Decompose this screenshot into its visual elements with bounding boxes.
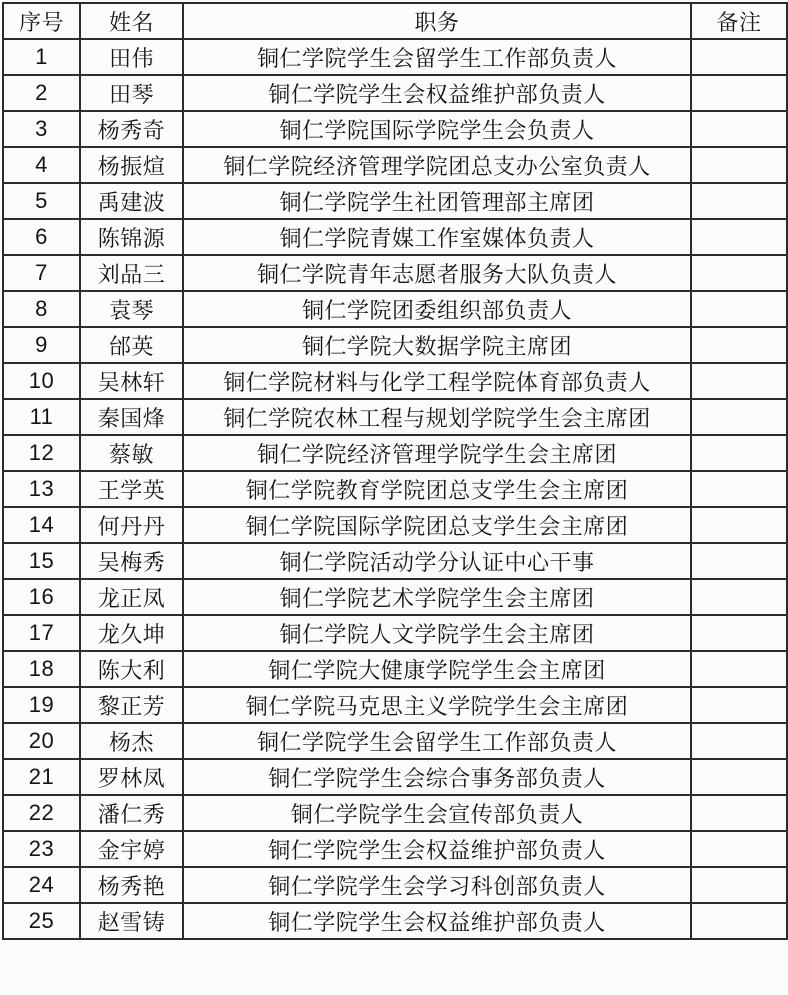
row-remark-cell bbox=[691, 111, 787, 147]
row-name-cell: 杨杰 bbox=[80, 723, 183, 759]
table-row bbox=[3, 831, 787, 867]
row-remark-cell bbox=[691, 651, 787, 687]
table-row bbox=[3, 471, 787, 507]
table-row bbox=[3, 219, 787, 255]
table-row bbox=[3, 399, 787, 435]
row-name-cell: 禹建波 bbox=[80, 183, 183, 219]
row-index-cell: 23 bbox=[3, 831, 80, 867]
row-index-cell: 6 bbox=[3, 219, 80, 255]
row-position-cell: 铜仁学院学生会权益维护部负责人 bbox=[183, 75, 691, 111]
table-row bbox=[3, 39, 787, 75]
row-position-cell: 铜仁学院学生社团管理部主席团 bbox=[183, 183, 691, 219]
row-name-cell: 杨振煊 bbox=[80, 147, 183, 183]
roster-table-header bbox=[3, 3, 787, 39]
row-remark-cell bbox=[691, 507, 787, 543]
row-index-cell: 11 bbox=[3, 399, 80, 435]
row-remark-cell bbox=[691, 831, 787, 867]
roster-body bbox=[3, 39, 787, 939]
row-remark-cell bbox=[691, 579, 787, 615]
row-name-cell: 田琴 bbox=[80, 75, 183, 111]
table-row bbox=[3, 615, 787, 651]
row-index-cell: 17 bbox=[3, 615, 80, 651]
table-row bbox=[3, 507, 787, 543]
row-position-cell: 铜仁学院农林工程与规划学院学生会主席团 bbox=[183, 399, 691, 435]
row-name-cell: 邰英 bbox=[80, 327, 183, 363]
row-remark-cell bbox=[691, 183, 787, 219]
header-cell-position: 职务 bbox=[183, 3, 691, 39]
row-position-cell: 铜仁学院国际学院团总支学生会主席团 bbox=[183, 507, 691, 543]
table-row bbox=[3, 291, 787, 327]
row-index-cell: 21 bbox=[3, 759, 80, 795]
row-position-cell: 铜仁学院学生会留学生工作部负责人 bbox=[183, 39, 691, 75]
table-row bbox=[3, 111, 787, 147]
row-index-cell: 20 bbox=[3, 723, 80, 759]
row-position-cell: 铜仁学院教育学院团总支学生会主席团 bbox=[183, 471, 691, 507]
row-remark-cell bbox=[691, 543, 787, 579]
row-name-cell: 秦国烽 bbox=[80, 399, 183, 435]
row-remark-cell bbox=[691, 471, 787, 507]
table-row bbox=[3, 363, 787, 399]
table-row bbox=[3, 795, 787, 831]
row-name-cell: 王学英 bbox=[80, 471, 183, 507]
row-position-cell: 铜仁学院青年志愿者服务大队负责人 bbox=[183, 255, 691, 291]
table-row bbox=[3, 759, 787, 795]
row-index-cell: 1 bbox=[3, 39, 80, 75]
row-remark-cell bbox=[691, 75, 787, 111]
row-index-cell: 8 bbox=[3, 291, 80, 327]
row-name-cell: 金宇婷 bbox=[80, 831, 183, 867]
row-remark-cell bbox=[691, 723, 787, 759]
row-index-cell: 9 bbox=[3, 327, 80, 363]
row-remark-cell bbox=[691, 759, 787, 795]
row-position-cell: 铜仁学院学生会留学生工作部负责人 bbox=[183, 723, 691, 759]
table-row bbox=[3, 579, 787, 615]
row-position-cell: 铜仁学院经济管理学院学生会主席团 bbox=[183, 435, 691, 471]
row-position-cell: 铜仁学院团委组织部负责人 bbox=[183, 291, 691, 327]
row-position-cell: 铜仁学院学生会综合事务部负责人 bbox=[183, 759, 691, 795]
row-name-cell: 龙正凤 bbox=[80, 579, 183, 615]
table-row bbox=[3, 867, 787, 903]
row-name-cell: 杨秀奇 bbox=[80, 111, 183, 147]
table-row bbox=[3, 651, 787, 687]
row-position-cell: 铜仁学院经济管理学院团总支办公室负责人 bbox=[183, 147, 691, 183]
row-position-cell: 铜仁学院大数据学院主席团 bbox=[183, 327, 691, 363]
row-index-cell: 12 bbox=[3, 435, 80, 471]
row-remark-cell bbox=[691, 795, 787, 831]
row-position-cell: 铜仁学院学生会宣传部负责人 bbox=[183, 795, 691, 831]
table-row bbox=[3, 435, 787, 471]
row-remark-cell bbox=[691, 615, 787, 651]
row-position-cell: 铜仁学院国际学院学生会负责人 bbox=[183, 111, 691, 147]
row-name-cell: 杨秀艳 bbox=[80, 867, 183, 903]
row-index-cell: 14 bbox=[3, 507, 80, 543]
row-index-cell: 2 bbox=[3, 75, 80, 111]
row-name-cell: 陈锦源 bbox=[80, 219, 183, 255]
roster-table bbox=[2, 2, 788, 940]
table-row bbox=[3, 543, 787, 579]
row-remark-cell bbox=[691, 291, 787, 327]
row-name-cell: 吴梅秀 bbox=[80, 543, 183, 579]
row-remark-cell bbox=[691, 147, 787, 183]
table-row bbox=[3, 255, 787, 291]
row-position-cell: 铜仁学院学生会学习科创部负责人 bbox=[183, 867, 691, 903]
row-remark-cell bbox=[691, 435, 787, 471]
row-name-cell: 蔡敏 bbox=[80, 435, 183, 471]
row-name-cell: 罗林凤 bbox=[80, 759, 183, 795]
table-row bbox=[3, 327, 787, 363]
row-position-cell: 铜仁学院马克思主义学院学生会主席团 bbox=[183, 687, 691, 723]
row-name-cell: 田伟 bbox=[80, 39, 183, 75]
row-remark-cell bbox=[691, 687, 787, 723]
row-name-cell: 黎正芳 bbox=[80, 687, 183, 723]
row-name-cell: 刘品三 bbox=[80, 255, 183, 291]
row-position-cell: 铜仁学院学生会权益维护部负责人 bbox=[183, 831, 691, 867]
row-name-cell: 龙久坤 bbox=[80, 615, 183, 651]
row-index-cell: 25 bbox=[3, 903, 80, 939]
row-position-cell: 铜仁学院学生会权益维护部负责人 bbox=[183, 903, 691, 939]
row-remark-cell bbox=[691, 903, 787, 939]
header-row bbox=[3, 3, 787, 39]
row-remark-cell bbox=[691, 255, 787, 291]
row-remark-cell bbox=[691, 219, 787, 255]
row-position-cell: 铜仁学院活动学分认证中心干事 bbox=[183, 543, 691, 579]
row-index-cell: 18 bbox=[3, 651, 80, 687]
row-position-cell: 铜仁学院材料与化学工程学院体育部负责人 bbox=[183, 363, 691, 399]
row-position-cell: 铜仁学院青媒工作室媒体负责人 bbox=[183, 219, 691, 255]
header-cell-remark: 备注 bbox=[691, 3, 787, 39]
row-index-cell: 16 bbox=[3, 579, 80, 615]
row-index-cell: 5 bbox=[3, 183, 80, 219]
table-row bbox=[3, 183, 787, 219]
row-index-cell: 13 bbox=[3, 471, 80, 507]
row-remark-cell bbox=[691, 867, 787, 903]
header-cell-name: 姓名 bbox=[80, 3, 183, 39]
table-row bbox=[3, 903, 787, 939]
row-index-cell: 15 bbox=[3, 543, 80, 579]
row-name-cell: 袁琴 bbox=[80, 291, 183, 327]
row-position-cell: 铜仁学院大健康学院学生会主席团 bbox=[183, 651, 691, 687]
table-row bbox=[3, 147, 787, 183]
row-remark-cell bbox=[691, 39, 787, 75]
row-position-cell: 铜仁学院人文学院学生会主席团 bbox=[183, 615, 691, 651]
row-index-cell: 19 bbox=[3, 687, 80, 723]
row-index-cell: 24 bbox=[3, 867, 80, 903]
row-index-cell: 4 bbox=[3, 147, 80, 183]
row-index-cell: 3 bbox=[3, 111, 80, 147]
row-remark-cell bbox=[691, 399, 787, 435]
row-index-cell: 10 bbox=[3, 363, 80, 399]
table-row bbox=[3, 75, 787, 111]
row-position-cell: 铜仁学院艺术学院学生会主席团 bbox=[183, 579, 691, 615]
row-name-cell: 陈大利 bbox=[80, 651, 183, 687]
row-name-cell: 赵雪铸 bbox=[80, 903, 183, 939]
table-row bbox=[3, 723, 787, 759]
row-remark-cell bbox=[691, 327, 787, 363]
header-cell-index: 序号 bbox=[3, 3, 80, 39]
row-name-cell: 潘仁秀 bbox=[80, 795, 183, 831]
row-name-cell: 吴林轩 bbox=[80, 363, 183, 399]
table-row bbox=[3, 687, 787, 723]
row-index-cell: 22 bbox=[3, 795, 80, 831]
row-index-cell: 7 bbox=[3, 255, 80, 291]
row-remark-cell bbox=[691, 363, 787, 399]
row-name-cell: 何丹丹 bbox=[80, 507, 183, 543]
